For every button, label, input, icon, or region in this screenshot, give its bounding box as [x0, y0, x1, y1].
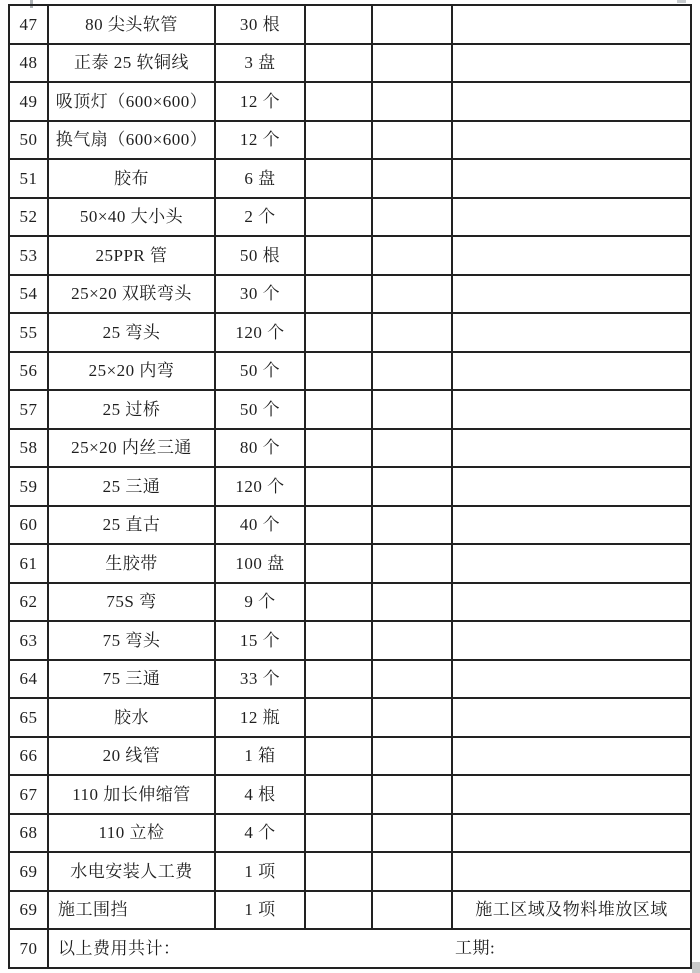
note-cell [452, 313, 691, 352]
quantity-cell: 4 根 [215, 775, 305, 814]
quantity-cell: 100 盘 [215, 544, 305, 583]
row-number-cell: 48 [9, 44, 48, 83]
row-number-cell: 59 [9, 467, 48, 506]
empty-cell [305, 313, 372, 352]
empty-cell [372, 82, 452, 121]
total-cost-label: 以上费用共计： [58, 938, 181, 958]
summary-row [9, 929, 691, 968]
quantity-cell: 1 项 [215, 852, 305, 891]
quantity-cell: 12 瓶 [215, 698, 305, 737]
row-number-cell: 64 [9, 660, 48, 699]
row-number-cell: 67 [9, 775, 48, 814]
item-name-cell: 换气扇（600×600） [48, 121, 215, 160]
empty-cell [372, 121, 452, 160]
note-cell [452, 5, 691, 44]
note-cell [452, 390, 691, 429]
empty-cell [372, 429, 452, 468]
duration-label: 工期: [455, 938, 496, 958]
empty-cell [372, 583, 452, 622]
item-name-cell: 正泰 25 软铜线 [48, 44, 215, 83]
row-number-cell: 50 [9, 121, 48, 160]
item-name-cell: 110 立检 [48, 814, 215, 853]
table-resize-handle-mark [692, 962, 700, 973]
item-name-cell: 75S 弯 [48, 583, 215, 622]
note-cell [452, 352, 691, 391]
empty-cell [305, 737, 372, 776]
item-name-cell: 生胶带 [48, 544, 215, 583]
row-number-cell: 68 [9, 814, 48, 853]
row-number-cell: 56 [9, 352, 48, 391]
table-row [9, 660, 691, 699]
empty-cell [372, 852, 452, 891]
note-cell [452, 44, 691, 83]
note-cell [452, 506, 691, 545]
table-row [9, 583, 691, 622]
quantity-cell: 1 箱 [215, 737, 305, 776]
item-name-cell: 胶布 [48, 159, 215, 198]
empty-cell [305, 660, 372, 699]
item-name-cell: 25 过桥 [48, 390, 215, 429]
item-name-cell: 50×40 大小头 [48, 198, 215, 237]
table-row [9, 390, 691, 429]
empty-cell [372, 5, 452, 44]
item-name-cell: 75 三通 [48, 660, 215, 699]
table-row [9, 121, 691, 160]
row-number-cell: 54 [9, 275, 48, 314]
table-row [9, 814, 691, 853]
item-name-cell: 75 弯头 [48, 621, 215, 660]
item-name-cell: 25 直古 [48, 506, 215, 545]
row-number-cell: 55 [9, 313, 48, 352]
quantity-cell: 9 个 [215, 583, 305, 622]
row-number-cell: 49 [9, 82, 48, 121]
empty-cell [305, 583, 372, 622]
quantity-cell: 12 个 [215, 82, 305, 121]
table-body [9, 5, 691, 968]
empty-cell [372, 352, 452, 391]
row-number-cell: 58 [9, 429, 48, 468]
item-name-cell: 110 加长伸缩管 [48, 775, 215, 814]
empty-cell [372, 544, 452, 583]
quantity-cell: 30 个 [215, 275, 305, 314]
quantity-cell: 6 盘 [215, 159, 305, 198]
row-number-cell: 47 [9, 5, 48, 44]
row-number-cell: 65 [9, 698, 48, 737]
empty-cell [372, 891, 452, 930]
note-cell [452, 852, 691, 891]
table-row [9, 506, 691, 545]
empty-cell [305, 544, 372, 583]
empty-cell [372, 621, 452, 660]
empty-cell [372, 159, 452, 198]
note-cell [452, 775, 691, 814]
empty-cell [372, 467, 452, 506]
empty-cell [372, 737, 452, 776]
scan-artifact-top-right [677, 0, 686, 3]
note-cell [452, 82, 691, 121]
item-name-cell: 25 弯头 [48, 313, 215, 352]
table-row [9, 429, 691, 468]
note-cell [452, 275, 691, 314]
quantity-cell: 2 个 [215, 198, 305, 237]
empty-cell [305, 506, 372, 545]
row-number-cell: 61 [9, 544, 48, 583]
quantity-cell: 120 个 [215, 313, 305, 352]
quantity-cell: 50 个 [215, 352, 305, 391]
quantity-cell: 12 个 [215, 121, 305, 160]
empty-cell [372, 814, 452, 853]
table-row [9, 737, 691, 776]
item-name-cell: 水电安装人工费 [48, 852, 215, 891]
empty-cell [305, 775, 372, 814]
empty-cell [305, 814, 372, 853]
empty-cell [305, 44, 372, 83]
table-row [9, 698, 691, 737]
quantity-cell: 1 项 [215, 891, 305, 930]
row-number-cell: 53 [9, 236, 48, 275]
row-number-cell: 70 [9, 929, 48, 968]
empty-cell [305, 121, 372, 160]
empty-cell [372, 198, 452, 237]
table-row [9, 621, 691, 660]
item-name-cell: 25PPR 管 [48, 236, 215, 275]
empty-cell [305, 852, 372, 891]
empty-cell [305, 390, 372, 429]
note-cell [452, 159, 691, 198]
table-row [9, 275, 691, 314]
empty-cell [305, 275, 372, 314]
empty-cell [305, 698, 372, 737]
quantity-cell: 3 盘 [215, 44, 305, 83]
empty-cell [305, 891, 372, 930]
note-cell [452, 814, 691, 853]
note-cell [452, 583, 691, 622]
table-row [9, 159, 691, 198]
quantity-cell: 4 个 [215, 814, 305, 853]
quantity-cell: 120 个 [215, 467, 305, 506]
row-number-cell: 57 [9, 390, 48, 429]
quantity-cell: 30 根 [215, 5, 305, 44]
item-name-cell: 20 线管 [48, 737, 215, 776]
table-row [9, 544, 691, 583]
item-name-cell: 吸顶灯（600×600） [48, 82, 215, 121]
empty-cell [305, 5, 372, 44]
note-cell [452, 621, 691, 660]
quantity-cell: 15 个 [215, 621, 305, 660]
empty-cell [372, 390, 452, 429]
empty-cell [372, 275, 452, 314]
note-cell [452, 121, 691, 160]
note-cell [452, 660, 691, 699]
empty-cell [372, 698, 452, 737]
empty-cell [305, 82, 372, 121]
table-row [9, 352, 691, 391]
note-cell [452, 236, 691, 275]
quantity-cell: 33 个 [215, 660, 305, 699]
note-cell [452, 544, 691, 583]
table-row [9, 198, 691, 237]
table-row [9, 891, 691, 930]
empty-cell [372, 313, 452, 352]
note-cell [452, 737, 691, 776]
row-number-cell: 69 [9, 891, 48, 930]
note-cell: 施工区域及物料堆放区域 [452, 891, 691, 930]
table-row [9, 852, 691, 891]
row-number-cell: 60 [9, 506, 48, 545]
empty-cell [305, 159, 372, 198]
table-row [9, 5, 691, 44]
note-cell [452, 198, 691, 237]
empty-cell [372, 660, 452, 699]
note-cell [452, 429, 691, 468]
item-name-cell: 施工围挡 [48, 891, 215, 930]
summary-cell [48, 929, 691, 968]
empty-cell [305, 467, 372, 506]
item-name-cell: 80 尖头软管 [48, 5, 215, 44]
note-cell [452, 698, 691, 737]
table-row [9, 236, 691, 275]
empty-cell [372, 44, 452, 83]
empty-cell [305, 621, 372, 660]
row-number-cell: 51 [9, 159, 48, 198]
table-row [9, 44, 691, 83]
item-name-cell: 25 三通 [48, 467, 215, 506]
empty-cell [305, 236, 372, 275]
note-cell [452, 467, 691, 506]
empty-cell [305, 352, 372, 391]
row-number-cell: 62 [9, 583, 48, 622]
row-number-cell: 52 [9, 198, 48, 237]
empty-cell [305, 429, 372, 468]
materials-list-table [8, 4, 692, 969]
quantity-cell: 80 个 [215, 429, 305, 468]
table-row [9, 82, 691, 121]
empty-cell [372, 506, 452, 545]
item-name-cell: 25×20 内弯 [48, 352, 215, 391]
item-name-cell: 25×20 内丝三通 [48, 429, 215, 468]
item-name-cell: 25×20 双联弯头 [48, 275, 215, 314]
table-row [9, 775, 691, 814]
row-number-cell: 69 [9, 852, 48, 891]
empty-cell [372, 236, 452, 275]
empty-cell [372, 775, 452, 814]
quantity-cell: 40 个 [215, 506, 305, 545]
row-number-cell: 66 [9, 737, 48, 776]
table-row [9, 467, 691, 506]
row-number-cell: 63 [9, 621, 48, 660]
item-name-cell: 胶水 [48, 698, 215, 737]
table-row [9, 313, 691, 352]
quantity-cell: 50 根 [215, 236, 305, 275]
quantity-cell: 50 个 [215, 390, 305, 429]
empty-cell [305, 198, 372, 237]
